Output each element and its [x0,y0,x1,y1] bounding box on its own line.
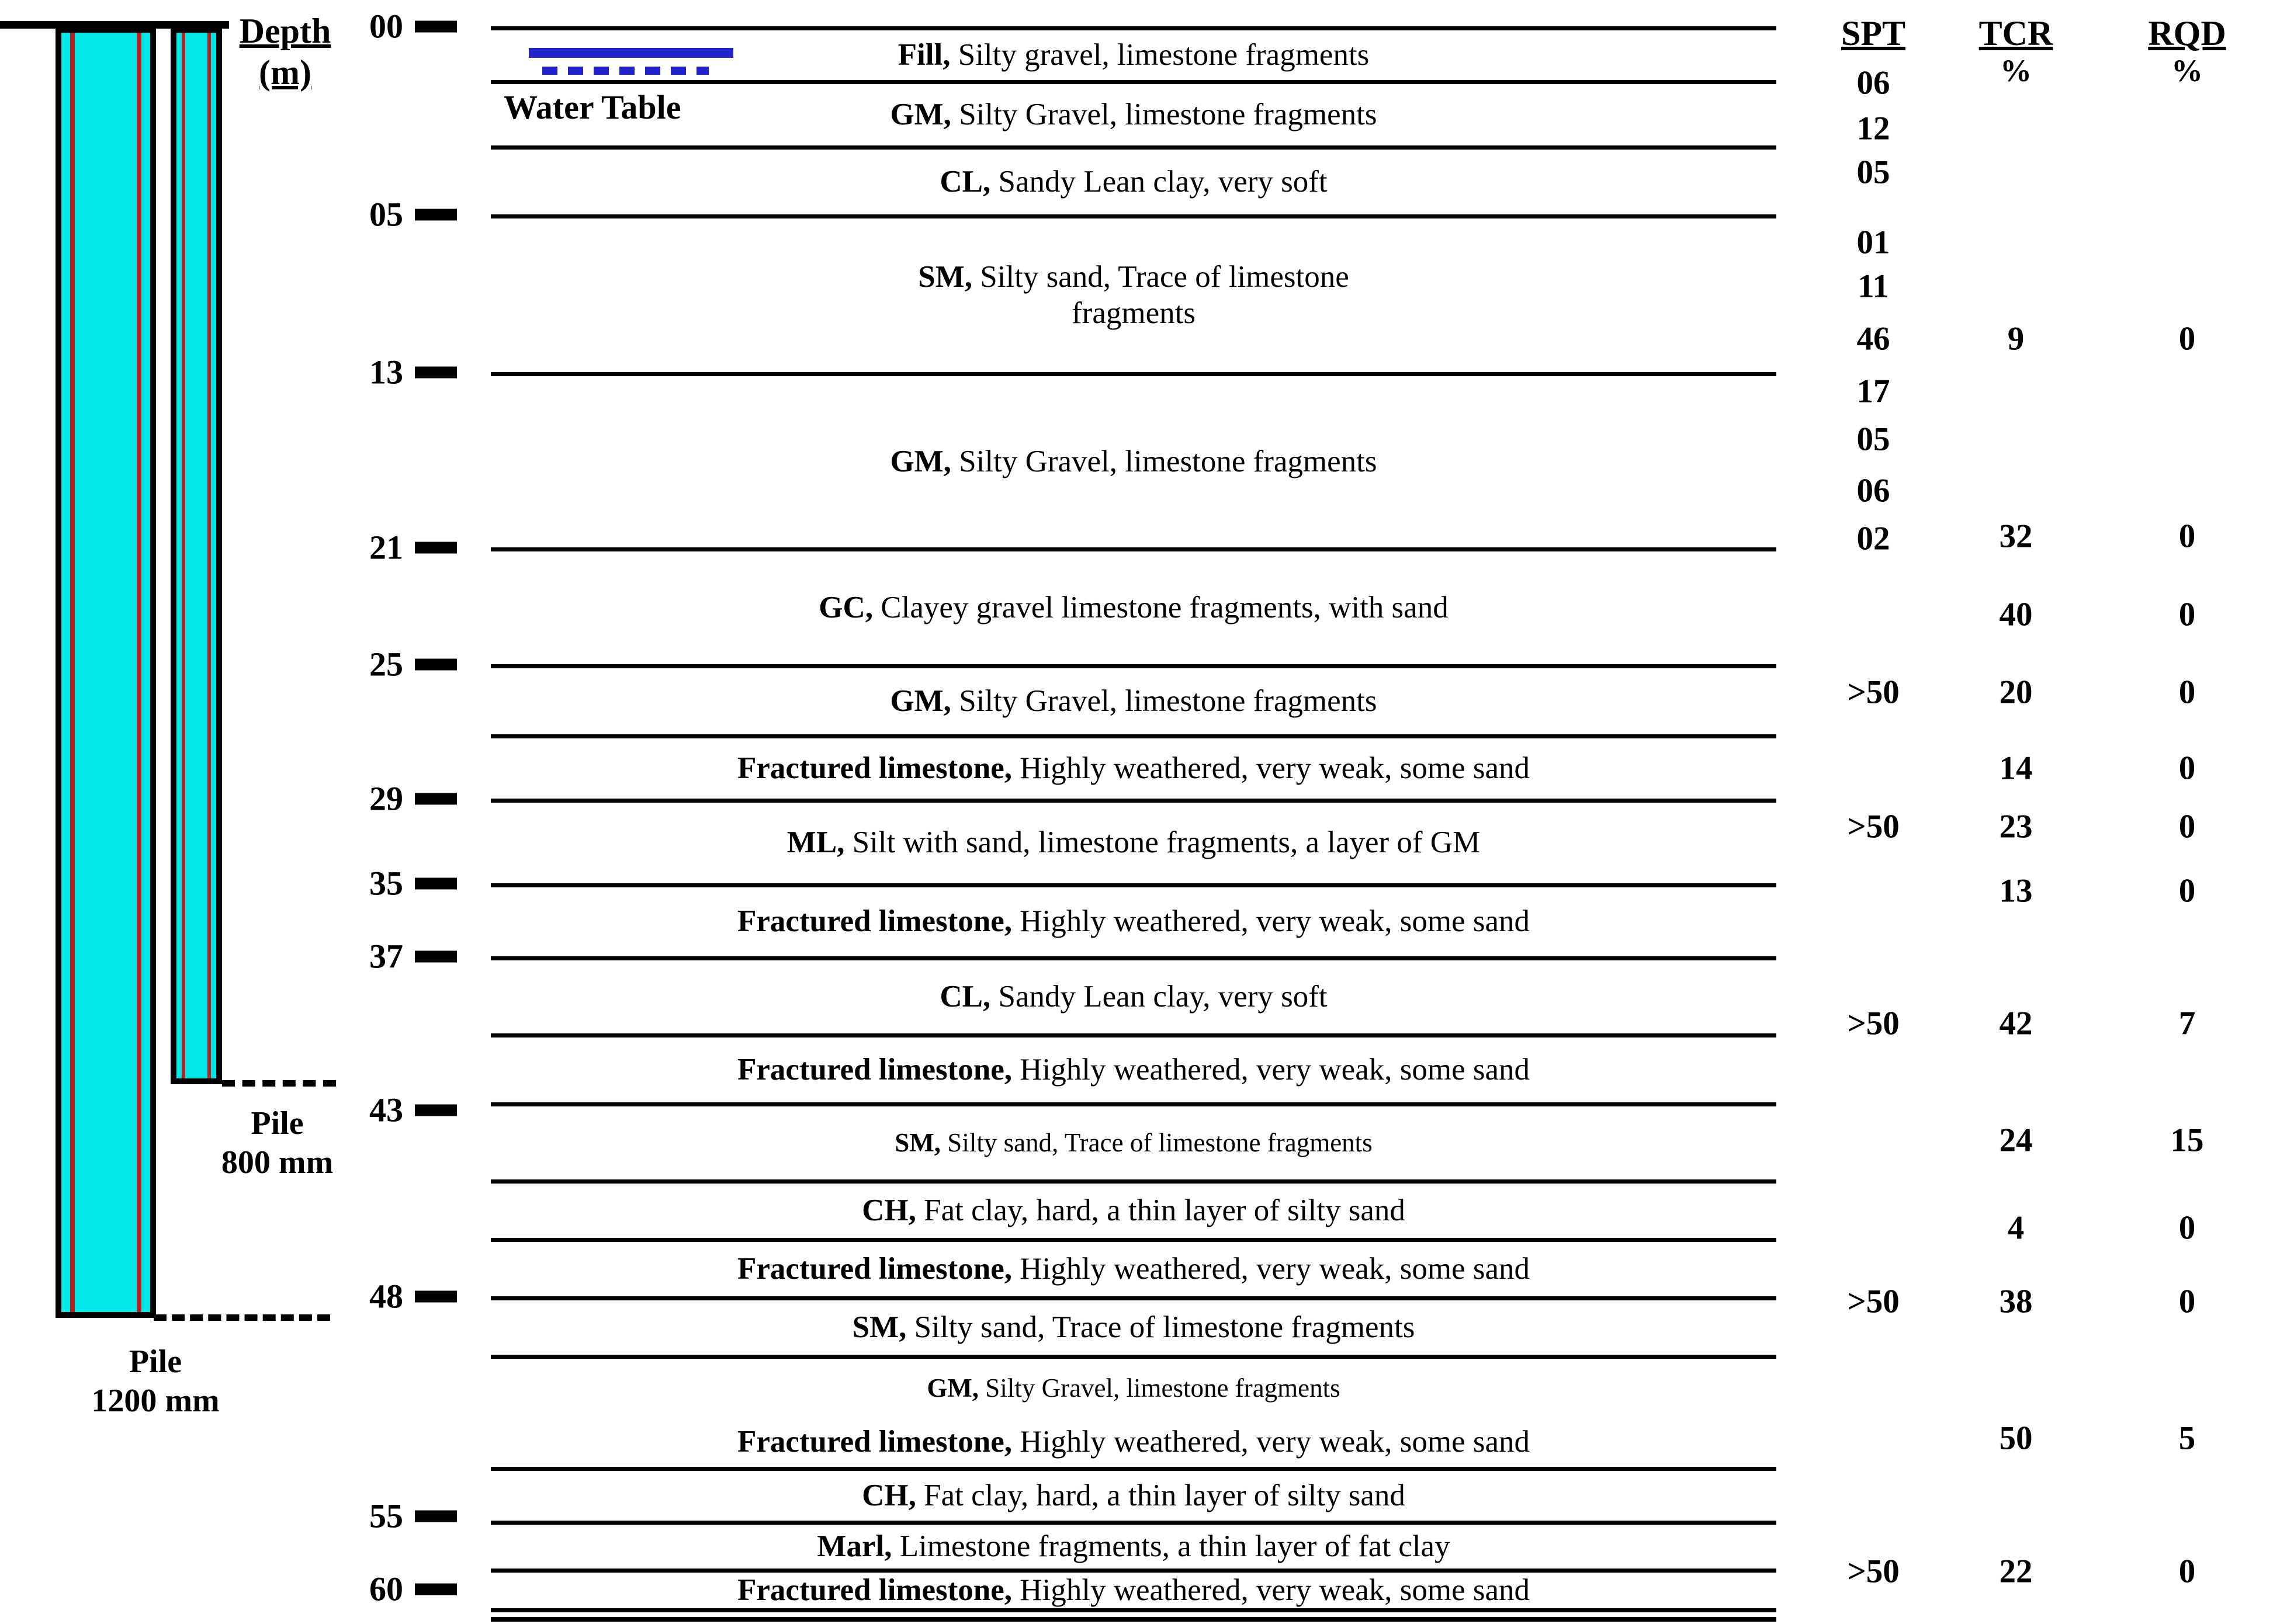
depth-label: 37 [369,937,403,976]
depth-tick-60 [324,1570,457,1609]
water-table-dotted-symbol [542,67,709,75]
soil-layer-text [491,444,1776,480]
soil-layer-9 [491,803,1776,887]
depth-tick-48 [324,1277,457,1316]
depth-header-units: (m) [259,53,311,92]
depth-label: 29 [369,779,403,818]
spt-value: 05 [1856,421,1890,458]
soil-layer-5 [491,376,1776,551]
soil-layer-text [491,1573,1776,1608]
rebar-line [182,33,185,1078]
soil-code: ML, [786,825,845,860]
depth-label: 55 [369,1497,403,1535]
soil-layer-19 [491,1471,1776,1525]
soil-description: Silty Gravel, limestone fragments [951,444,1377,478]
depth-label: 05 [369,195,403,234]
soil-layer-6 [491,551,1776,668]
depth-tick-mark [415,1290,457,1302]
spt-value: >50 [1847,674,1900,711]
soil-layer-text [491,1424,1776,1460]
tcr-values [1952,0,2080,1624]
depth-tick-mark [415,20,457,32]
pile-800-label-line1: Pile [251,1105,304,1141]
soil-layer-text [491,164,1776,200]
soil-description: Silt with sand, limestone fragments, a layer of GM [844,825,1481,860]
soil-description: Clayey gravel limestone fragments, with sand [873,590,1449,624]
soil-layer-text [491,1478,1776,1514]
soil-code: CH, [862,1193,916,1227]
spt-value: 46 [1856,320,1890,358]
rqd-value: 0 [2178,1283,2196,1320]
soil-layer-15 [491,1242,1776,1300]
soil-layer-text [491,97,1776,133]
pile-1200-toe-dashed-line [154,1314,330,1321]
soil-code: Fractured limestone, [737,904,1012,939]
soil-layer-text [491,1251,1776,1287]
depth-tick-mark [415,209,457,220]
tcr-value: 14 [1999,749,2033,787]
soil-layer-20 [491,1525,1776,1573]
depth-tick-21 [324,528,457,567]
pile-1200-label-line2: 1200 mm [91,1383,220,1420]
spt-value: >50 [1847,1005,1900,1042]
depth-header-word: Depth [239,12,331,50]
soil-description: Highly weathered, very weak, some sand [1012,1052,1530,1087]
soil-layer-text [491,751,1776,786]
depth-label: 00 [369,7,403,46]
soil-code: GM, [890,444,951,478]
soil-layer-text [491,1310,1776,1345]
rqd-value: 0 [2178,518,2196,555]
depth-tick-mark [415,877,457,889]
rqd-value: 0 [2178,749,2196,787]
depth-tick-mark [415,950,457,962]
rqd-value: 0 [2178,596,2196,633]
depth-tick-37 [324,937,457,976]
soil-code: CL, [940,164,991,199]
soil-description: Silty sand, Trace of limestone fragments [941,1128,1373,1158]
soil-layer-13 [491,1106,1776,1184]
spt-value: 06 [1856,64,1890,102]
depth-label: 13 [369,353,403,391]
depth-tick-mark [415,1510,457,1522]
spt-values [1809,0,1938,1624]
spt-value: >50 [1847,808,1900,845]
pile-1200-label [71,1342,240,1421]
soil-code: GM, [890,97,951,131]
tcr-value: 23 [1999,808,2033,845]
rqd-value: 5 [2178,1420,2196,1457]
soil-description: Highly weathered, very weak, some sand [1012,904,1530,939]
soil-layer-2 [491,84,1776,150]
depth-tick-13 [324,353,457,392]
tcr-value: 13 [1999,872,2033,910]
rqd-value: 7 [2178,1005,2196,1042]
pile-800mm [171,27,222,1084]
soil-description: Fat clay, hard, a thin layer of silty sand [916,1193,1405,1227]
soil-layer-text [491,1373,1776,1403]
tcr-value: 24 [1999,1122,2033,1159]
soil-layer-12 [491,1037,1776,1106]
tcr-value: 50 [1999,1420,2033,1457]
depth-tick-05 [324,195,457,234]
pile-800-toe-dashed-line [222,1080,336,1087]
tcr-value: 20 [1999,674,2033,711]
rebar-line [137,33,141,1312]
soil-layer-text [491,1052,1776,1088]
depth-tick-mark [415,366,457,378]
soil-code: Fractured limestone, [737,1052,1012,1087]
soil-layer-text [491,259,1776,295]
soil-description: Silty Gravel, limestone fragments [951,683,1377,718]
soil-layers [491,26,1776,1612]
soil-code: Fractured limestone, [737,1424,1012,1459]
soil-code: SM, [895,1128,941,1158]
depth-label: 21 [369,528,403,567]
soil-layer-text [491,1127,1776,1158]
soil-description: Highly weathered, very weak, some sand [1012,1251,1530,1286]
rqd-value: 0 [2178,674,2196,711]
tcr-value: 4 [2007,1209,2025,1247]
soil-description-line2: fragments [1072,296,1196,330]
spt-header-label: SPT [1841,14,1906,53]
soil-layer-17 [491,1359,1776,1417]
tcr-value: 38 [1999,1283,2033,1320]
soil-description: Fat clay, hard, a thin layer of silty sand [916,1478,1405,1512]
tcr-unit-label: % [2000,53,2032,89]
depth-label: 48 [369,1277,403,1316]
rqd-value: 0 [2178,808,2196,845]
rebar-line [207,33,211,1078]
soil-layer-text [491,683,1776,719]
soil-layer-text [491,590,1776,626]
soil-layer-text [491,1529,1776,1564]
soil-layer-text [491,825,1776,860]
soil-description: Silty Gravel, limestone fragments [951,97,1377,131]
rqd-value: 0 [2178,1553,2196,1590]
depth-label: 43 [369,1091,403,1129]
soil-description: Sandy Lean clay, very soft [990,979,1328,1014]
tcr-value: 9 [2007,320,2025,358]
depth-tick-43 [324,1091,457,1130]
soil-layer-14 [491,1184,1776,1242]
spt-value: 11 [1858,268,1889,305]
soil-description: Silty gravel, limestone fragments [950,37,1370,72]
soil-description: Highly weathered, very weak, some sand [1012,1573,1530,1607]
pile-1200mm [56,27,156,1318]
log-bottom-line [491,1617,1776,1622]
soil-description: Highly weathered, very weak, some sand [1012,751,1530,785]
rqd-value: 0 [2178,1209,2196,1247]
spt-value: 06 [1856,472,1890,509]
depth-tick-mark [415,793,457,804]
soil-code: GM, [890,683,951,718]
depth-tick-mark [415,1104,457,1116]
depth-tick-29 [324,779,457,818]
soil-code: Fractured limestone, [737,751,1012,785]
soil-layer-text [491,904,1776,939]
soil-layer-11 [491,960,1776,1037]
tcr-value: 22 [1999,1553,2033,1590]
depth-label: 60 [369,1570,403,1608]
soil-layer-16 [491,1300,1776,1359]
depth-tick-35 [324,864,457,903]
rqd-value: 0 [2178,320,2196,358]
spt-value: >50 [1847,1283,1900,1320]
rqd-values [2123,0,2251,1624]
pile-800-label-line2: 800 mm [221,1144,334,1181]
soil-description: Silty sand, Trace of limestone fragments [906,1310,1415,1344]
spt-value: >50 [1847,1553,1900,1590]
depth-label: 25 [369,645,403,683]
soil-code: GM, [927,1373,979,1403]
pile-1200-label-line1: Pile [129,1344,182,1380]
tcr-value: 40 [1999,596,2033,633]
soil-code: Fractured limestone, [737,1251,1012,1286]
spt-value: 17 [1856,373,1890,410]
depth-tick-mark [415,658,457,670]
soil-code: CL, [940,979,991,1014]
soil-layer-18 [491,1417,1776,1471]
soil-layer-3 [491,150,1776,218]
water-table-label: Water Table [504,88,681,126]
soil-description: Silty sand, Trace of limestone [972,260,1349,294]
soil-code: GC, [819,590,874,624]
depth-tick-mark [415,1583,457,1595]
soil-code: Fractured limestone, [737,1573,1012,1607]
rqd-value: 15 [2170,1122,2204,1159]
soil-code: SM, [852,1310,907,1344]
soil-description: Sandy Lean clay, very soft [990,164,1328,199]
soil-layer-8 [491,738,1776,803]
depth-tick-mark [415,542,457,553]
spt-value: 05 [1856,154,1890,191]
spt-value: 01 [1856,224,1890,261]
soil-layer-4 [491,218,1776,376]
soil-code: SM, [918,260,972,294]
soil-layer-text [491,979,1776,1015]
soil-layer-21 [491,1573,1776,1612]
soil-layer-10 [491,887,1776,960]
spt-value: 02 [1856,520,1890,557]
depth-tick-25 [324,645,457,684]
spt-value: 12 [1856,110,1890,147]
soil-code: Marl, [817,1529,892,1563]
tcr-value: 32 [1999,518,2033,555]
soil-description: Highly weathered, very weak, some sand [1012,1424,1530,1459]
rqd-value: 0 [2178,872,2196,910]
depth-tick-00 [324,7,457,46]
depth-tick-55 [324,1497,457,1536]
rqd-unit-label: % [2171,53,2203,89]
depth-label: 35 [369,864,403,903]
soil-description: Limestone fragments, a thin layer of fat clay [892,1529,1450,1563]
soil-code: CH, [862,1478,916,1512]
pile-800-label [217,1104,337,1182]
soil-code: Fill, [898,37,951,72]
soil-layer-text [491,1193,1776,1229]
water-table-line-symbol [529,48,733,58]
soil-description: Silty Gravel, limestone fragments [979,1373,1340,1403]
rqd-header-label: RQD [2148,14,2226,53]
tcr-header-label: TCR [1978,14,2053,53]
rebar-line [70,33,75,1312]
soil-layer-7 [491,668,1776,738]
tcr-value: 42 [1999,1005,2033,1042]
